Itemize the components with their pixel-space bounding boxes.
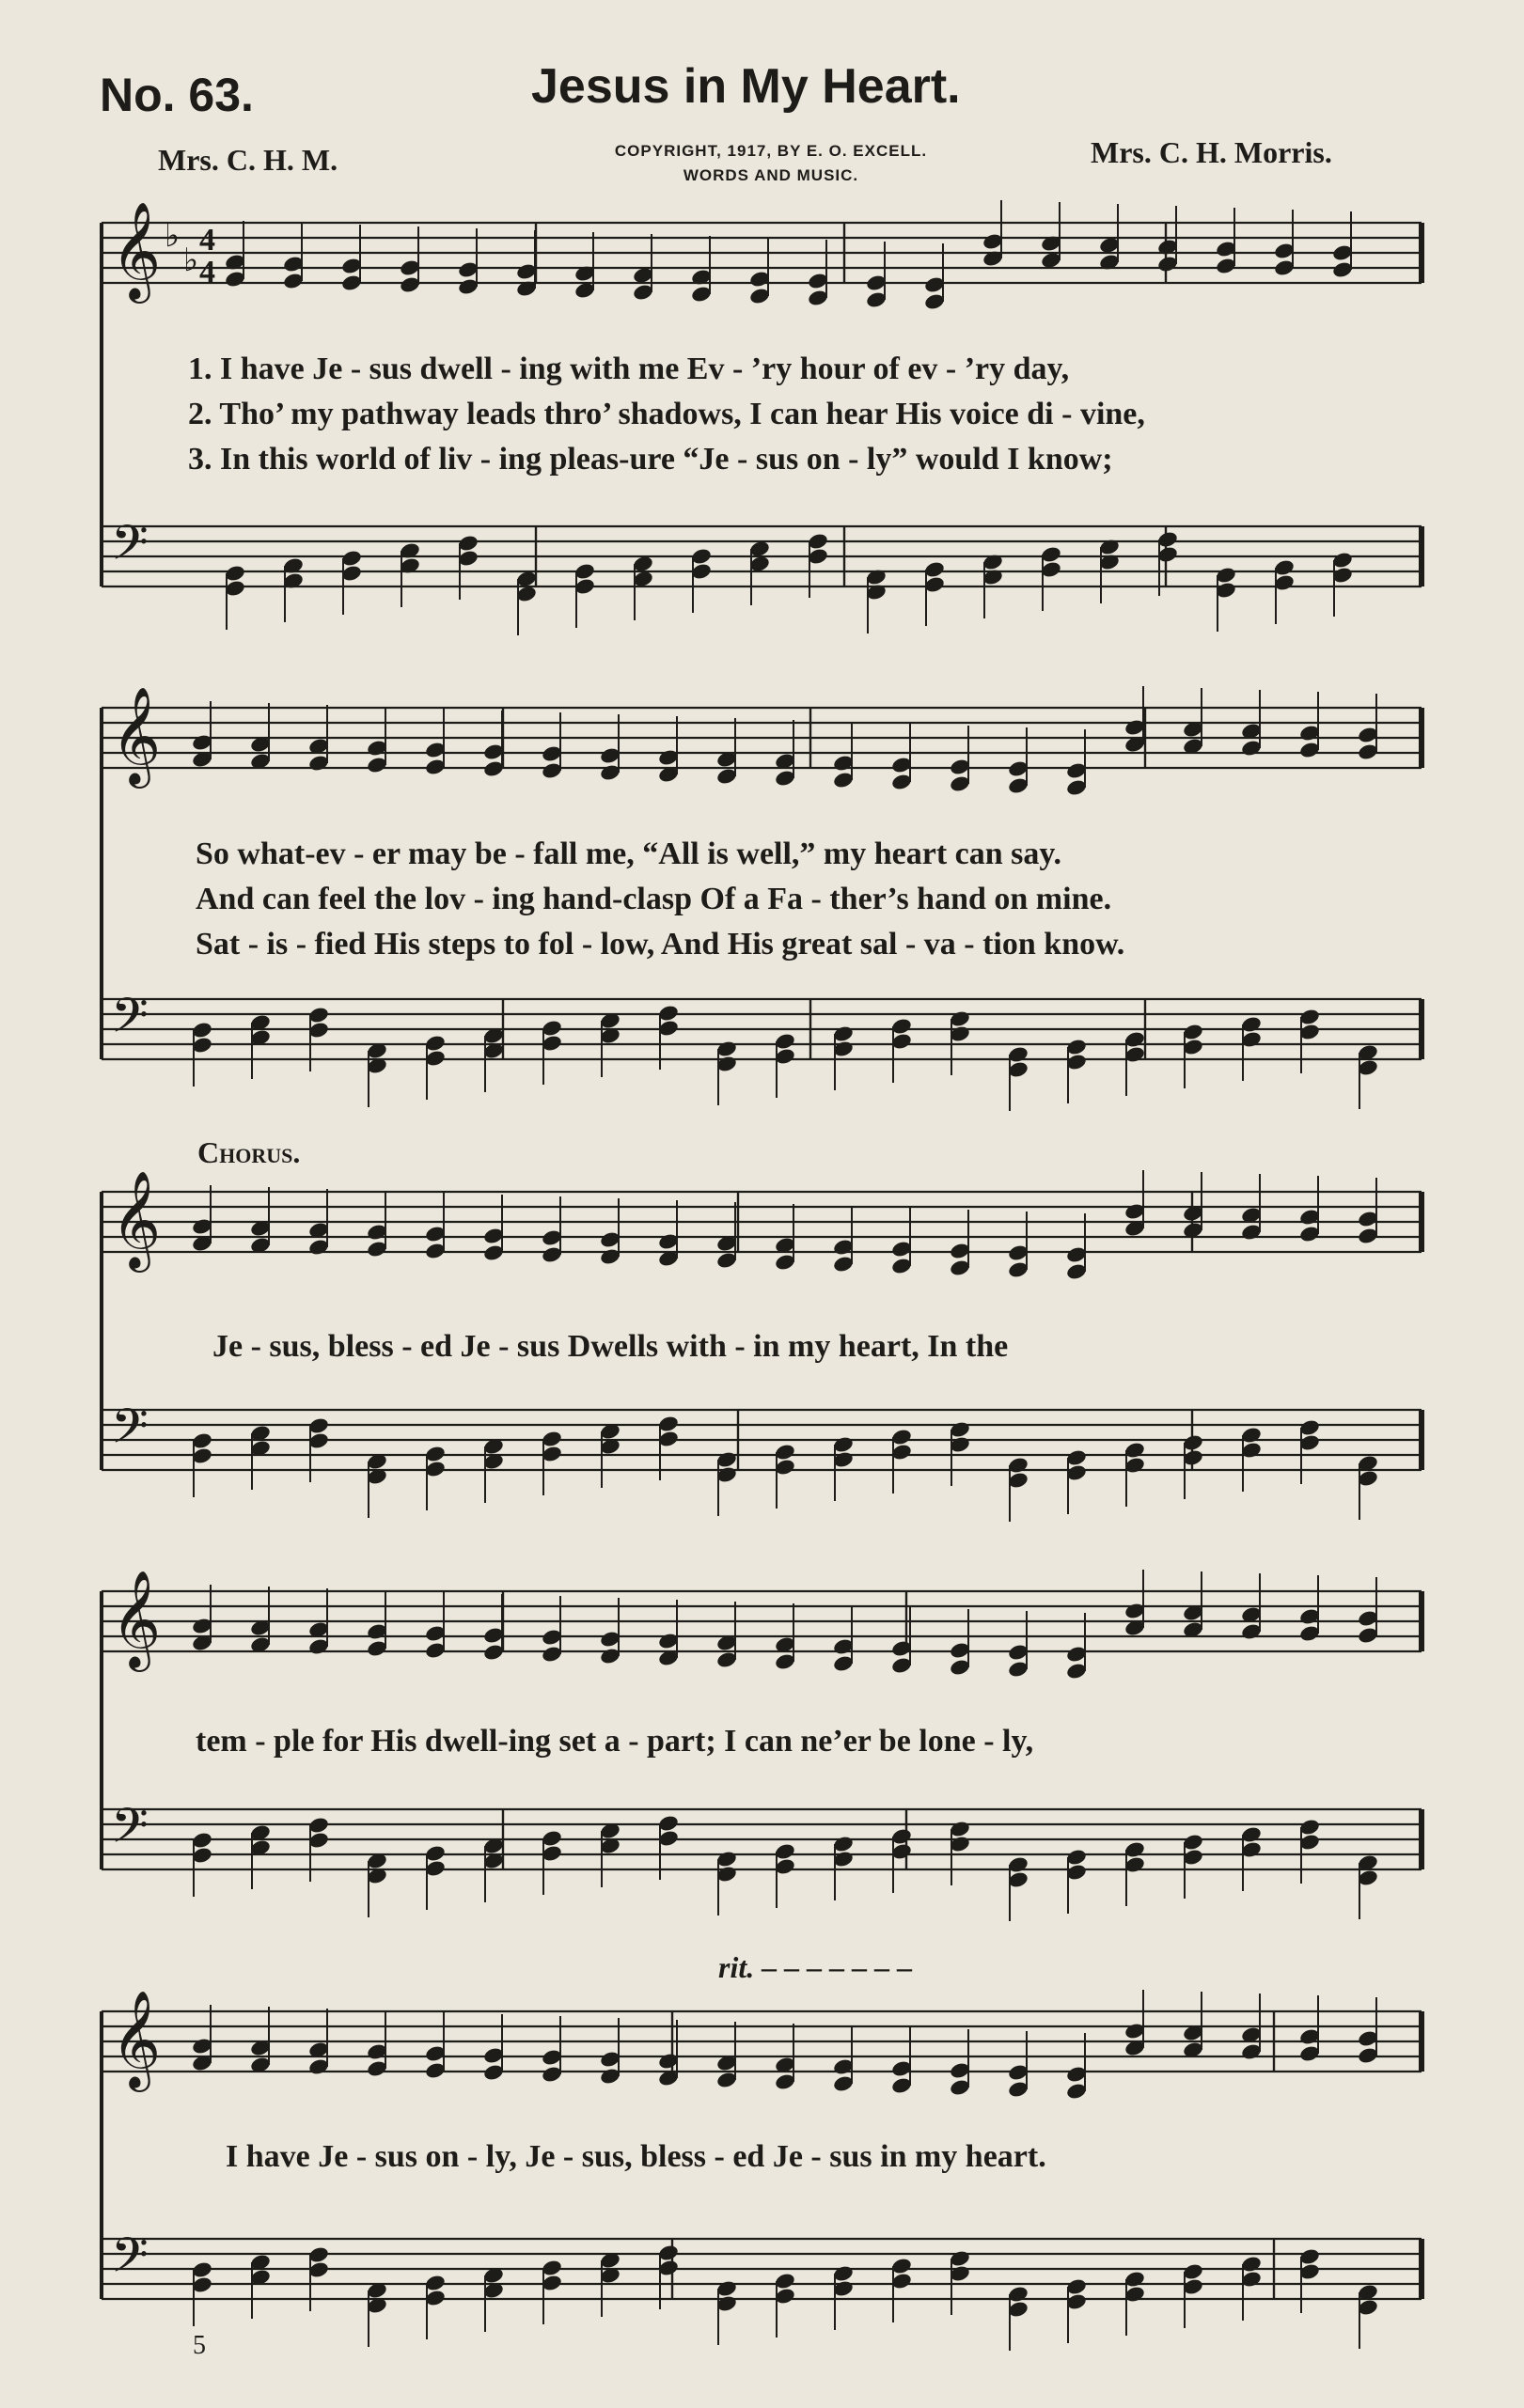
bass-clef-icon: 𝄢	[111, 987, 149, 1055]
flat-icon: ♭	[165, 219, 181, 254]
music-author: Mrs. C. H. Morris.	[1091, 135, 1332, 169]
treble-clef-icon: 𝄞	[111, 1170, 162, 1269]
verse-3-line-2: Sat - is - fied His steps to fol - low, And His great sal - va - tion know.	[196, 927, 1125, 962]
treble-clef-icon: 𝄞	[111, 201, 162, 300]
hymn-number: No. 63.	[100, 69, 254, 121]
time-signature: 4	[199, 255, 215, 289]
bass-clef-icon: 𝄢	[111, 514, 149, 583]
verse-1-line-2: So what-ev - er may be - fall me, “All is well,” my heart can say.	[196, 837, 1062, 871]
bass-clef-icon: 𝄢	[111, 1398, 149, 1466]
words-author: Mrs. C. H. M.	[158, 143, 338, 177]
page-number: 5	[193, 2331, 206, 2360]
treble-clef-icon: 𝄞	[111, 686, 162, 785]
copyright-line: COPYRIGHT, 1917, BY E. O. EXCELL.	[614, 142, 928, 160]
verse-3-line-1: 3. In this world of liv - ing pleas-ure “Je - sus on - ly” would I know;	[188, 442, 1113, 477]
chorus-line-3: I have Je - sus on - ly, Je - sus, bless - ed Je - sus in my heart.	[226, 2139, 1046, 2174]
bass-clef-icon: 𝄢	[111, 1797, 149, 1866]
chorus-line-2: tem - ple for His dwell-ing set a - part; I can ne’er be lone - ly,	[196, 1724, 1034, 1759]
flat-icon: ♭	[183, 243, 199, 278]
verse-1-line-1: 1. I have Je - sus dwell - ing with me Ev - ’ry hour of ev - ’ry day,	[188, 352, 1070, 386]
verse-2-line-1: 2. Tho’ my pathway leads thro’ shadows, I can hear His voice di - vine,	[188, 397, 1145, 431]
hymn-title: Jesus in My Heart.	[531, 59, 961, 114]
ritardando-mark: rit. – – – – – – –	[718, 1950, 913, 1984]
treble-clef-icon: 𝄞	[111, 1570, 162, 1668]
verse-2-line-2: And can feel the lov - ing hand-clasp Of a Fa - ther’s hand on mine.	[196, 882, 1112, 916]
chorus-label: Chorus.	[197, 1135, 301, 1169]
bass-clef-icon: 𝄢	[111, 2227, 149, 2295]
chorus-line-1: Je - sus, bless - ed Je - sus Dwells with - in my heart, In the	[212, 1329, 1009, 1364]
copyright-line: WORDS AND MUSIC.	[683, 166, 859, 184]
treble-clef-icon: 𝄞	[111, 1990, 162, 2088]
time-signature: 4	[199, 223, 215, 258]
